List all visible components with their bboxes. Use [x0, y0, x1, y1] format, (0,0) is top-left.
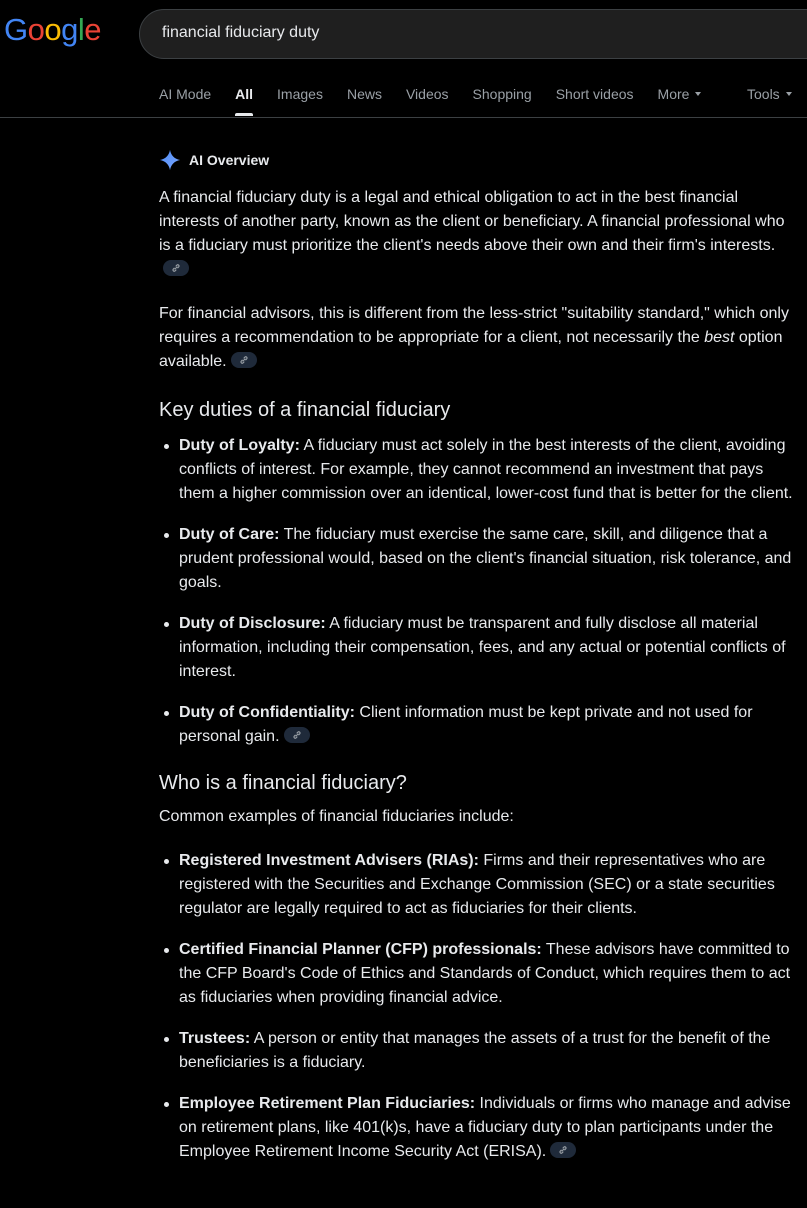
list-item-text: Client information must be kept private and not used for personal gain. — [179, 704, 753, 745]
list-item-text: These advisors have committed to the CFP Board's Code of Ethics and Standards of Conduct, which requires them to act as fiduciaries when providing financial advice. — [179, 941, 791, 1006]
examples-list — [159, 849, 795, 1164]
ai-overview — [159, 148, 795, 1181]
search-box[interactable] — [139, 9, 807, 59]
list-item — [179, 1092, 795, 1164]
tab-short-videos[interactable]: Short videos — [555, 86, 634, 102]
caret-down-icon — [695, 92, 701, 96]
link-icon — [171, 263, 181, 273]
examples-intro: Common examples of financial fiduciaries include: — [159, 808, 514, 825]
logo-letter: o — [44, 12, 62, 47]
duties-list — [159, 434, 795, 749]
section-heading-key-duties: Key duties of a financial fiduciary — [159, 399, 451, 421]
link-icon — [239, 355, 249, 365]
list-item-text: The fiduciary must exercise the same care, skill, and diligence that a prudent professional would, based on the client's financial situation, risk tolerance, and goals. — [179, 526, 792, 591]
logo-letter: o — [27, 12, 45, 47]
logo-letter: g — [61, 12, 78, 47]
overview-paragraph — [159, 302, 795, 374]
search-input[interactable] — [160, 23, 764, 43]
tab-more-label: More — [657, 86, 690, 102]
list-item — [179, 938, 795, 1010]
tab-images[interactable]: Images — [277, 86, 323, 102]
list-item-term: Duty of Confidentiality: — [179, 704, 355, 721]
logo-letter: l — [77, 12, 85, 47]
list-item-text: Firms and their representatives who are registered with the Securities and Exchange Commission (SEC) or a state securities regulator are legally required to act as fiduciaries for their clients. — [179, 852, 775, 917]
tab-news[interactable]: News — [346, 86, 382, 102]
list-item-text: A fiduciary must act solely in the best interests of the client, avoiding conflicts of interest. For example, they cannot recommend an investment that pays them a higher commission over an identical, lower-cost fund that is better for the client. — [179, 437, 793, 502]
section-heading-who-is-fiduciary: Who is a financial fiduciary? — [159, 772, 407, 794]
header — [0, 0, 807, 118]
list-item — [179, 849, 795, 921]
gemini-sparkle-icon — [159, 149, 181, 171]
link-icon — [558, 1145, 568, 1155]
list-item — [179, 701, 795, 749]
tools-button[interactable] — [747, 86, 792, 102]
logo-letter: G — [4, 12, 28, 47]
tab-ai-mode[interactable]: AI Mode — [159, 86, 212, 102]
list-item-text: Individuals or firms who manage and advise on retirement plans, like 401(k)s, have a fiduciary duty to plan participants under the Employee Retirement Income Security Act (ERISA). — [179, 1095, 791, 1160]
tab-more[interactable] — [658, 86, 702, 117]
link-icon — [292, 730, 302, 740]
list-item — [179, 523, 795, 595]
list-item-term: Duty of Loyalty: — [179, 437, 300, 454]
paragraph-text: option available. — [159, 329, 783, 370]
source-link-chip[interactable] — [163, 260, 189, 276]
caret-down-icon — [786, 92, 792, 96]
tab-all[interactable]: All — [235, 86, 253, 117]
list-item-term: Trustees: — [179, 1030, 251, 1047]
list-item — [179, 1027, 795, 1075]
list-item-term: Duty of Care: — [179, 526, 280, 543]
list-item — [179, 434, 795, 506]
list-item — [179, 612, 795, 684]
source-link-chip[interactable] — [284, 727, 310, 743]
emphasis-text: best — [704, 329, 735, 346]
ai-overview-title: AI Overview — [189, 152, 270, 168]
tab-shopping[interactable]: Shopping — [472, 86, 532, 102]
list-item-term: Employee Retirement Plan Fiduciaries: — [179, 1095, 476, 1112]
ai-overview-header — [159, 148, 795, 172]
list-item-term: Duty of Disclosure: — [179, 615, 326, 632]
source-link-chip[interactable] — [231, 352, 257, 368]
paragraph-text: A financial fiduciary duty is a legal and ethical obligation to act in the best financial interests of another party, known as the client or beneficiary. A financial professional who is a fiduciary must prioritize the client's needs above their own and their firm's interests. — [159, 189, 785, 254]
tab-videos[interactable]: Videos — [405, 86, 449, 102]
overview-paragraph — [159, 186, 795, 282]
tools-label: Tools — [747, 86, 780, 102]
source-link-chip[interactable] — [550, 1142, 576, 1158]
list-item-term: Certified Financial Planner (CFP) professionals: — [179, 941, 542, 958]
list-item-text: A fiduciary must be transparent and fully disclose all material information, including their compensation, fees, and any actual or potential conflicts of interest. — [179, 615, 786, 680]
list-item-text: A person or entity that manages the assets of a trust for the benefit of the beneficiaries is a fiduciary. — [179, 1030, 771, 1071]
paragraph-text: For financial advisors, this is different from the less-strict "suitability standard," which only requires a recommendation to be appropriate for a client, not necessarily the — [159, 305, 789, 346]
search-tabs — [159, 86, 725, 117]
logo-letter: e — [84, 12, 102, 47]
list-item-term: Registered Investment Advisers (RIAs): — [179, 852, 479, 869]
google-logo[interactable] — [4, 12, 101, 48]
